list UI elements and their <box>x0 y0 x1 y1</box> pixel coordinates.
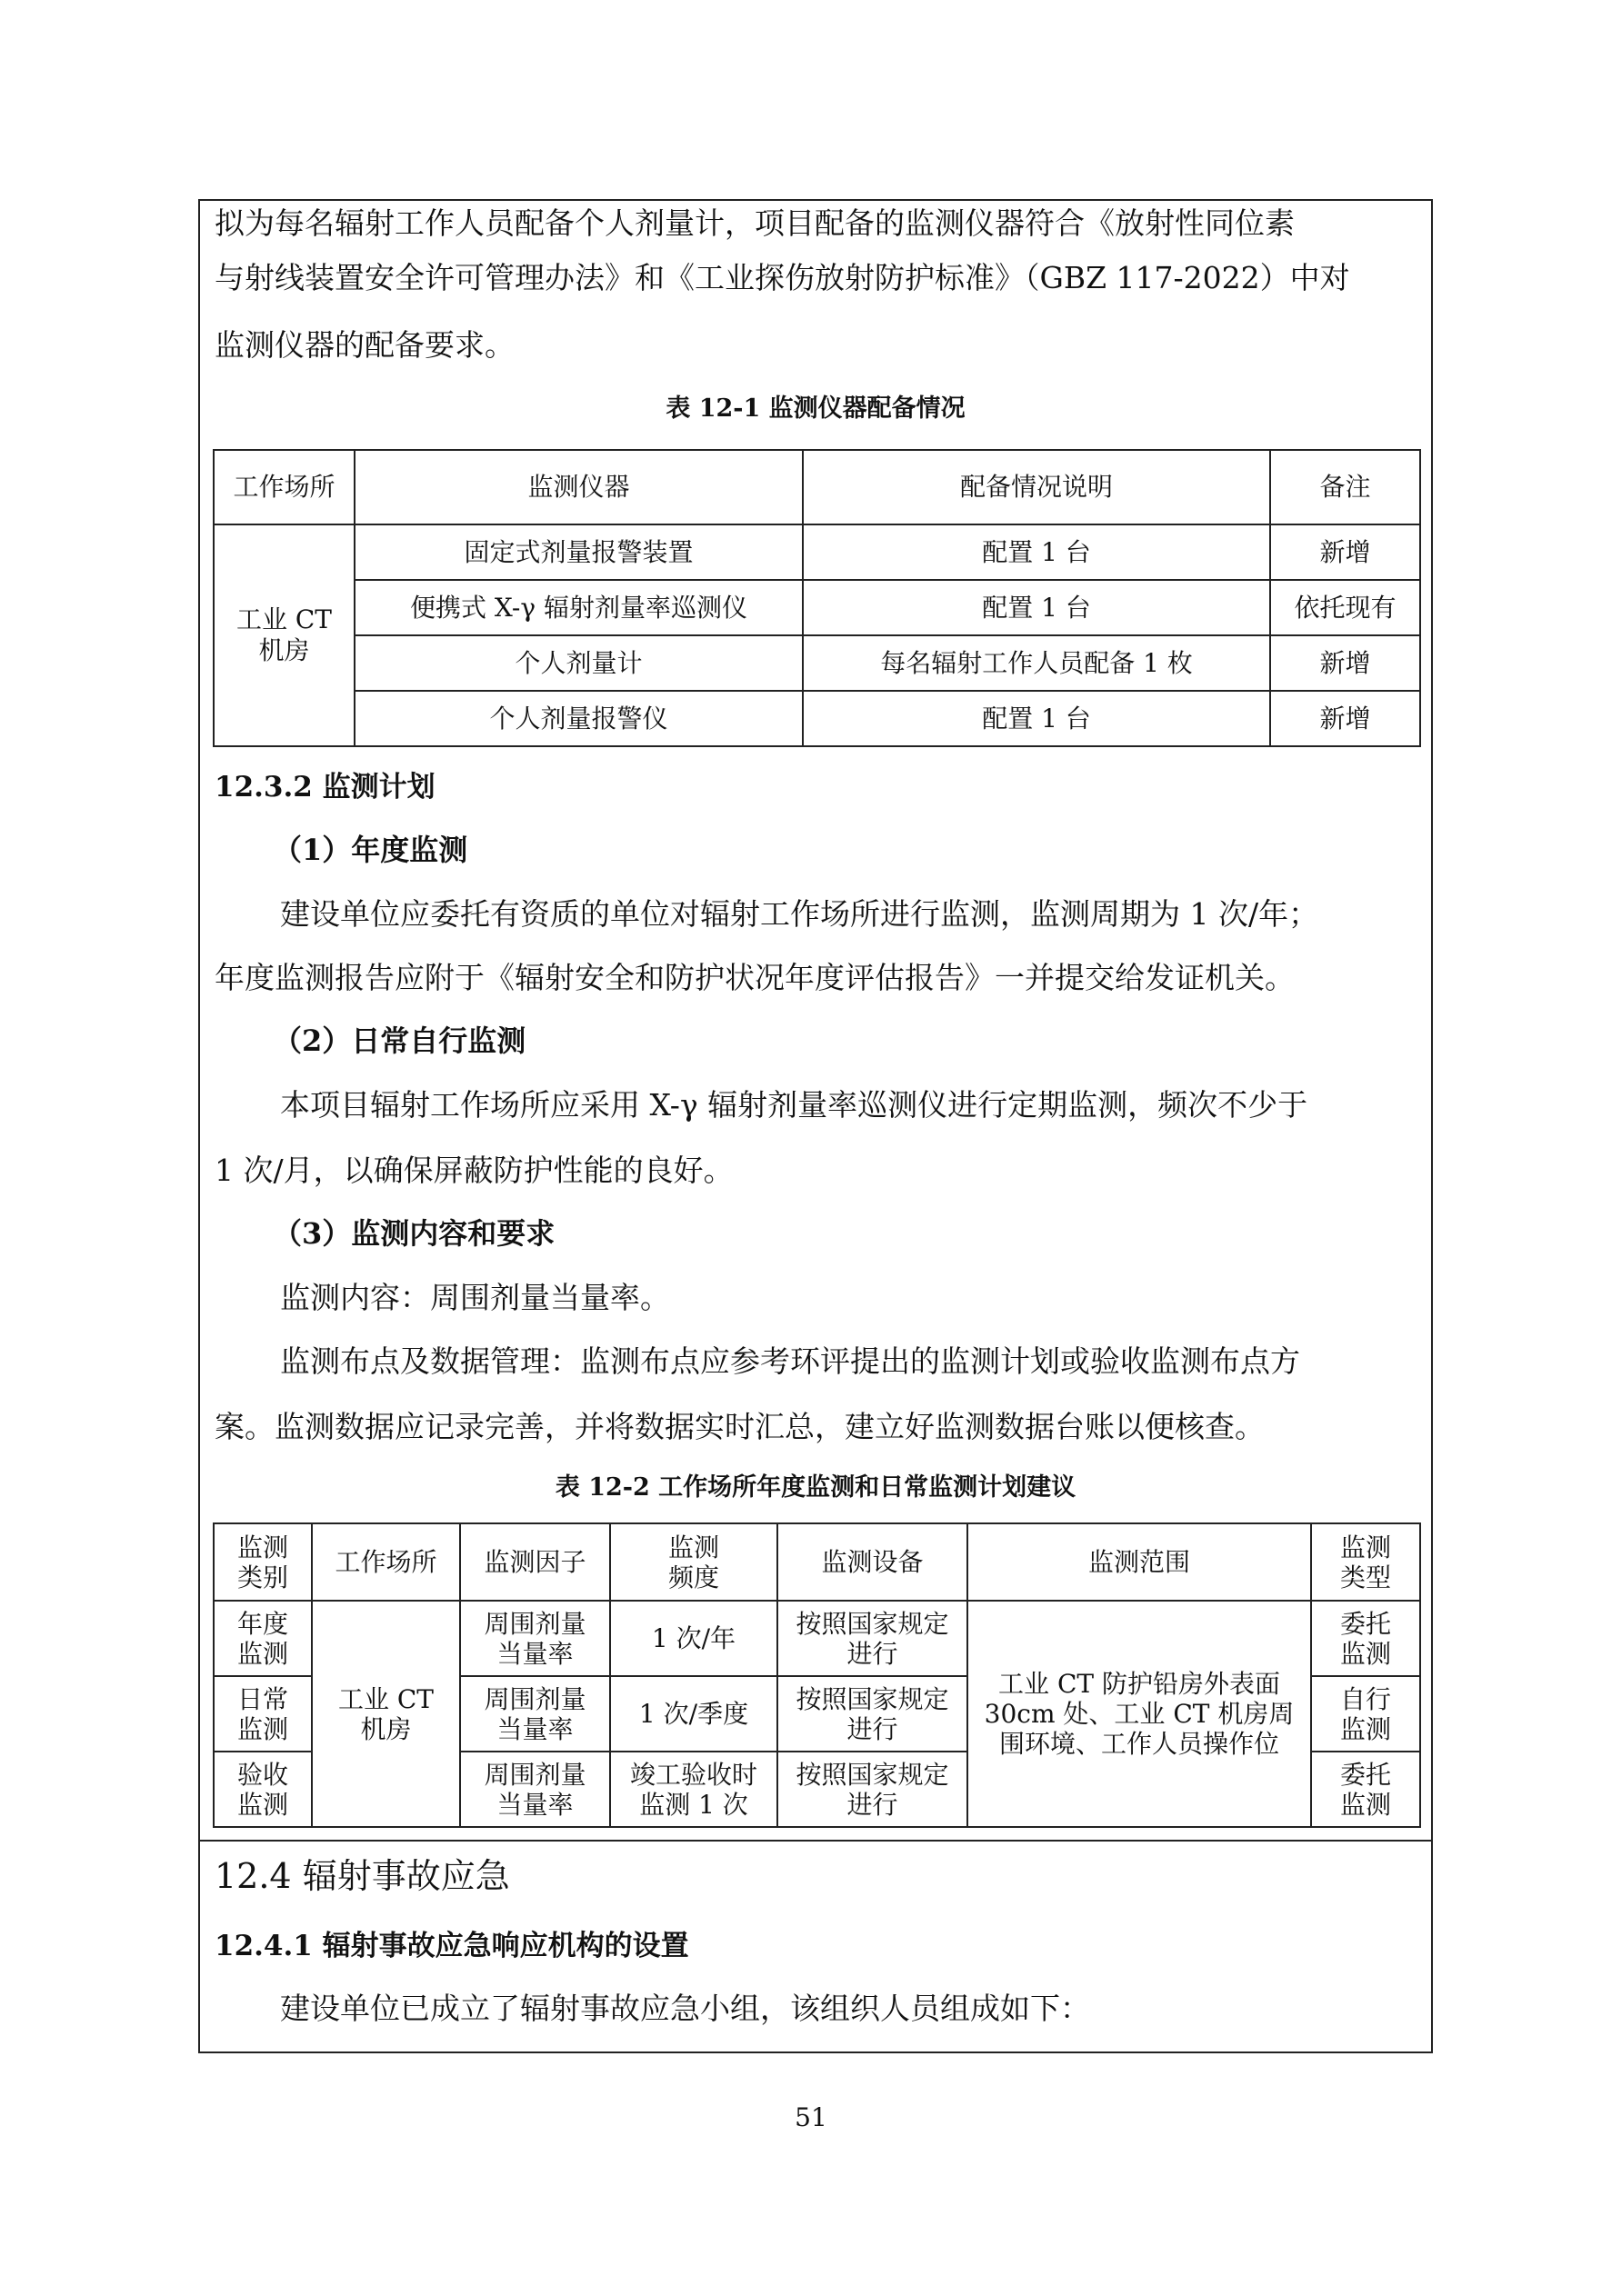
t1-note: 新增 <box>1270 524 1420 580</box>
t1-header-status: 配备情况说明 <box>803 450 1270 524</box>
t1-instrument: 便携式 X-γ 辐射剂量率巡测仪 <box>355 580 803 635</box>
t2-type: 委托监测 <box>1311 1601 1420 1676</box>
section-12-3-2-title: 12.3.2 监测计划 <box>215 771 436 804</box>
t2-header-frequency: 监测频度 <box>610 1523 777 1601</box>
t1-header-instrument: 监测仪器 <box>355 450 803 524</box>
intro-line-2: 与射线装置安全许可管理办法》和《工业探伤放射防护标准》（GBZ 117-2022）中对 <box>215 260 1350 295</box>
sub-content-title: （3）监测内容和要求 <box>273 1216 556 1251</box>
frame-divider <box>198 1840 1433 1842</box>
sub-daily-line-1: 本项目辐射工作场所应采用 X-γ 辐射剂量率巡测仪进行定期监测，频次不少于 <box>280 1087 1308 1123</box>
t2-header-equipment: 监测设备 <box>777 1523 967 1601</box>
t2-header-site: 工作场所 <box>312 1523 460 1601</box>
t1-note: 依托现有 <box>1270 580 1420 635</box>
page-number: 51 <box>795 2102 827 2132</box>
t2-site: 工业 CT 机房 <box>312 1601 460 1827</box>
t2-factor: 周围剂量当量率 <box>460 1752 610 1827</box>
intro-line-3: 监测仪器的配备要求。 <box>215 327 515 363</box>
sub-content-line-3: 案。监测数据应记录完善，并将数据实时汇总，建立好监测数据台账以便核查。 <box>215 1409 1265 1444</box>
t2-header-range: 监测范围 <box>967 1523 1311 1601</box>
t1-status: 每名辐射工作人员配备 1 枚 <box>803 635 1270 691</box>
sub-daily-title: （2）日常自行监测 <box>273 1023 526 1058</box>
sub-annual-title: （1）年度监测 <box>273 833 468 867</box>
t1-status: 配置 1 台 <box>803 691 1270 746</box>
t1-note: 新增 <box>1270 635 1420 691</box>
table1-caption: 表 12-1 监测仪器配备情况 <box>666 394 966 423</box>
t2-equipment: 按照国家规定进行 <box>777 1752 967 1827</box>
monitoring-plan-table <box>213 1522 1421 1828</box>
t1-status: 配置 1 台 <box>803 580 1270 635</box>
table2-caption: 表 12-2 工作场所年度监测和日常监测计划建议 <box>555 1473 1076 1502</box>
t1-instrument: 固定式剂量报警装置 <box>355 524 803 580</box>
sub-content-line-2: 监测布点及数据管理：监测布点应参考环评提出的监测计划或验收监测布点方 <box>280 1343 1300 1379</box>
t2-factor: 周围剂量当量率 <box>460 1676 610 1752</box>
t1-status: 配置 1 台 <box>803 524 1270 580</box>
sub-annual-line-1: 建设单位应委托有资质的单位对辐射工作场所进行监测，监测周期为 1 次/年； <box>280 896 1319 932</box>
sub-annual-line-2: 年度监测报告应附于《辐射安全和防护状况年度评估报告》一并提交给发证机关。 <box>215 960 1295 995</box>
t1-note: 新增 <box>1270 691 1420 746</box>
section-12-4-title: 12.4 辐射事故应急 <box>215 1856 510 1896</box>
sub-content-line-1: 监测内容：周围剂量当量率。 <box>280 1280 670 1315</box>
instrument-table <box>213 449 1421 747</box>
t1-instrument: 个人剂量报警仪 <box>355 691 803 746</box>
t2-frequency: 1 次/季度 <box>610 1676 777 1752</box>
t2-frequency: 1 次/年 <box>610 1601 777 1676</box>
t1-instrument: 个人剂量计 <box>355 635 803 691</box>
t2-frequency: 竣工验收时监测 1 次 <box>610 1752 777 1827</box>
t1-header-note: 备注 <box>1270 450 1420 524</box>
t2-header-type: 监测类型 <box>1311 1523 1420 1601</box>
sub-daily-line-2: 1 次/月，以确保屏蔽防护性能的良好。 <box>215 1153 734 1188</box>
t2-category: 日常监测 <box>214 1676 312 1752</box>
t2-type: 自行监测 <box>1311 1676 1420 1752</box>
t2-type: 委托监测 <box>1311 1752 1420 1827</box>
section-12-4-1-title: 12.4.1 辐射事故应急响应机构的设置 <box>215 1930 689 1962</box>
t1-header-site: 工作场所 <box>214 450 355 524</box>
t2-header-category: 监测类别 <box>214 1523 312 1601</box>
t2-range: 工业 CT 防护铅房外表面 30cm 处、工业 CT 机房周围环境、工作人员操作位 <box>967 1601 1311 1827</box>
t2-category: 验收监测 <box>214 1752 312 1827</box>
t2-category: 年度监测 <box>214 1601 312 1676</box>
section-12-4-1-line: 建设单位已成立了辐射事故应急小组，该组织人员组成如下： <box>280 1991 1090 2026</box>
t1-site: 工业 CT 机房 <box>214 524 355 746</box>
t2-equipment: 按照国家规定进行 <box>777 1601 967 1676</box>
t2-equipment: 按照国家规定进行 <box>777 1676 967 1752</box>
t2-factor: 周围剂量当量率 <box>460 1601 610 1676</box>
t2-header-factor: 监测因子 <box>460 1523 610 1601</box>
intro-line-1: 拟为每名辐射工作人员配备个人剂量计，项目配备的监测仪器符合《放射性同位素 <box>215 205 1295 241</box>
